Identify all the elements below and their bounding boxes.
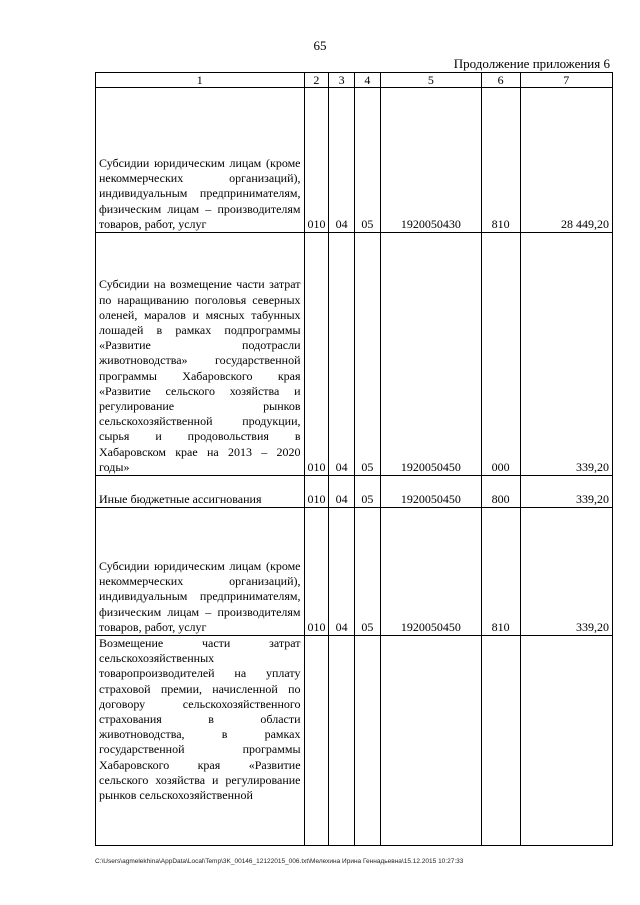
column-header-5: 5 (380, 73, 481, 88)
row-code-expense-type: 800 (481, 476, 520, 508)
table-row (96, 476, 613, 508)
table-row (96, 88, 613, 233)
row-code-subsection: 05 (355, 233, 381, 476)
table-row (96, 508, 613, 636)
row-code-target: 1920050450 (380, 476, 481, 508)
row-name: Субсидии на возмещение части затрат по наращиванию поголовья северных оленей, маралов и мясных табунных лошадей в рамках подпрограммы «Развитие подотрасли животноводства» государственной программы Хабаровского края «Развитие сельского хозяйства и регулирование рынков сельскохозяйственной продукции, сырья и продовольствия в Хабаровском крае на 2013 – 2020 годы» (96, 233, 305, 476)
row-code-section (329, 636, 355, 846)
footer-file-path: C:\Users\agmelekhina\AppData\Local\Temp\3K_00146_12122015_006.txt\Мелехина Ирина Геннадьевна\15.12.2015 10:27:33 (95, 858, 464, 865)
row-code-section: 04 (329, 476, 355, 508)
row-code-target (380, 636, 481, 846)
row-code-section: 04 (329, 233, 355, 476)
row-amount: 339,20 (520, 476, 612, 508)
column-header-2: 2 (304, 73, 329, 88)
row-amount: 28 449,20 (520, 88, 612, 233)
column-header-3: 3 (329, 73, 355, 88)
row-code-subsection: 05 (355, 88, 381, 233)
column-header-4: 4 (355, 73, 381, 88)
row-code-ministry: 010 (304, 88, 329, 233)
row-code-ministry: 010 (304, 233, 329, 476)
row-code-ministry: 010 (304, 476, 329, 508)
row-code-section: 04 (329, 508, 355, 636)
row-amount (520, 636, 612, 846)
row-code-section: 04 (329, 88, 355, 233)
row-name: Возмещение части затрат сельскохозяйственных товаропроизводителей на уплату страховой премии, начисленной по договору сельскохозяйственного страхования в области животноводства, в рамках государственной программы Хабаровского края «Развитие сельского хозяйства и регулирование рынков сельскохозяйственной (96, 636, 305, 846)
row-code-subsection: 05 (355, 508, 381, 636)
row-code-expense-type: 810 (481, 508, 520, 636)
row-code-target: 1920050450 (380, 233, 481, 476)
page-number: 65 (313, 38, 327, 53)
column-header-7: 7 (520, 73, 612, 88)
row-code-expense-type (481, 636, 520, 846)
row-amount: 339,20 (520, 508, 612, 636)
continuation-label: Продолжение приложения 6 (453, 56, 610, 71)
budget-table (95, 72, 613, 846)
row-code-subsection (355, 636, 381, 846)
row-code-ministry (304, 636, 329, 846)
row-code-target: 1920050430 (380, 88, 481, 233)
row-name: Субсидии юридическим лицам (кроме некоммерческих организаций), индивидуальным предпринимателям, физическим лицам – производителям товаров, работ, услуг (96, 88, 305, 233)
row-code-target: 1920050450 (380, 508, 481, 636)
row-code-expense-type: 810 (481, 88, 520, 233)
row-code-ministry: 010 (304, 508, 329, 636)
row-name: Иные бюджетные ассигнования (96, 476, 305, 508)
row-amount: 339,20 (520, 233, 612, 476)
table-row (96, 636, 613, 846)
table-row (96, 233, 613, 476)
row-code-expense-type: 000 (481, 233, 520, 476)
column-header-1: 1 (96, 73, 305, 88)
table-header-row (96, 73, 613, 88)
row-code-subsection: 05 (355, 476, 381, 508)
column-header-6: 6 (481, 73, 520, 88)
row-name: Субсидии юридическим лицам (кроме некоммерческих организаций), индивидуальным предпринимателям, физическим лицам – производителям товаров, работ, услуг (96, 508, 305, 636)
